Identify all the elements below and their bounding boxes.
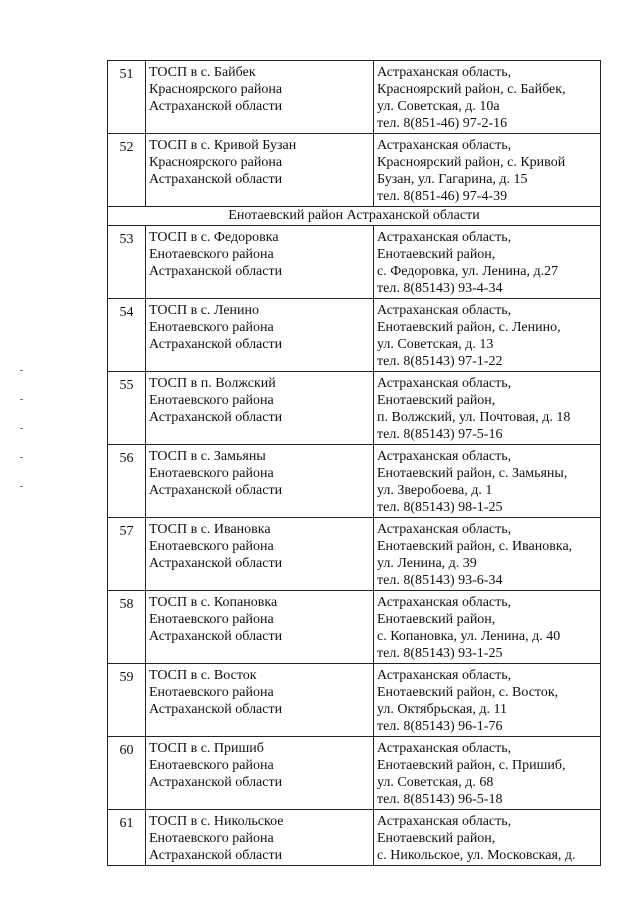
scan-mark (20, 370, 23, 371)
office-name-cell (146, 518, 374, 591)
address-line: ул. Зверобоева, д. 1 (377, 483, 493, 498)
address-line: тел. 8(85143) 93-6-34 (377, 573, 503, 588)
table-row (108, 445, 601, 518)
office-name-line: Енотаевского района (149, 247, 274, 262)
address-line: Астраханская область, (377, 138, 512, 153)
address-line: тел. 8(851-46) 97-4-39 (377, 189, 508, 204)
row-number: 58 (108, 591, 146, 664)
address-line: Енотаевский район, с. Ивановка, (377, 539, 573, 554)
office-name-line: Енотаевского района (149, 831, 274, 846)
section-title: Енотаевский район Астраханской области (108, 207, 601, 226)
address-line: Енотаевский район, с. Пришиб, (377, 758, 566, 773)
row-number: 60 (108, 737, 146, 810)
office-name-line: Астраханской области (149, 99, 283, 114)
office-list-body (108, 61, 601, 866)
office-name-line: Енотаевского района (149, 685, 274, 700)
address-line: Астраханская область, (377, 376, 512, 391)
office-name-line: ТОСП в с. Байбек (149, 65, 256, 80)
office-name-line: Астраханской области (149, 410, 283, 425)
office-name-cell (146, 737, 374, 810)
office-address-cell (374, 591, 601, 664)
office-list-table (107, 60, 601, 866)
office-address-cell (374, 226, 601, 299)
address-line: Астраханская область, (377, 303, 512, 318)
office-name-line: Енотаевского района (149, 539, 274, 554)
address-line: тел. 8(851-46) 97-2-16 (377, 116, 508, 131)
address-line: тел. 8(85143) 97-1-22 (377, 354, 503, 369)
office-address-cell (374, 299, 601, 372)
address-line: Астраханская область, (377, 814, 512, 829)
address-line: ул. Октябрьская, д. 11 (377, 702, 508, 717)
address-line: с. Никольское, ул. Московская, д. (377, 848, 576, 863)
address-line: п. Волжский, ул. Почтовая, д. 18 (377, 410, 571, 425)
address-line: Астраханская область, (377, 65, 512, 80)
address-line: тел. 8(85143) 96-1-76 (377, 719, 503, 734)
address-line: Астраханская область, (377, 741, 512, 756)
address-line: Енотаевский район, с. Замьяны, (377, 466, 568, 481)
row-number: 56 (108, 445, 146, 518)
office-name-line: ТОСП в с. Федоровка (149, 230, 279, 245)
office-name-line: Астраханской области (149, 775, 283, 790)
row-number: 55 (108, 372, 146, 445)
row-number: 57 (108, 518, 146, 591)
address-line: Красноярский район, с. Байбек, (377, 82, 566, 97)
address-line: с. Копановка, ул. Ленина, д. 40 (377, 629, 561, 644)
office-name-line: Астраханской области (149, 264, 283, 279)
table-row (108, 61, 601, 134)
address-line: тел. 8(85143) 93-4-34 (377, 281, 503, 296)
scan-mark (20, 399, 23, 400)
office-name-cell (146, 226, 374, 299)
office-name-line: Астраханской области (149, 337, 283, 352)
address-line: Бузан, ул. Гагарина, д. 15 (377, 172, 528, 187)
office-name-line: Енотаевского района (149, 758, 274, 773)
address-line: Астраханская область, (377, 449, 512, 464)
row-number: 52 (108, 134, 146, 207)
office-address-cell (374, 810, 601, 866)
office-name-line: ТОСП в с. Замьяны (149, 449, 266, 464)
scan-mark (20, 428, 23, 429)
row-number: 59 (108, 664, 146, 737)
office-address-cell (374, 61, 601, 134)
address-line: Енотаевский район, (377, 393, 496, 408)
office-name-line: Красноярского района (149, 82, 283, 97)
address-line: Енотаевский район, (377, 831, 496, 846)
table-row (108, 664, 601, 737)
address-line: с. Федоровка, ул. Ленина, д.27 (377, 264, 559, 279)
office-name-line: Астраханской области (149, 629, 283, 644)
office-name-line: ТОСП в п. Волжский (149, 376, 276, 391)
office-name-line: ТОСП в с. Копановка (149, 595, 278, 610)
office-name-line: Астраханской области (149, 556, 283, 571)
address-line: ул. Советская, д. 10а (377, 99, 500, 114)
office-name-cell (146, 61, 374, 134)
table-row (108, 226, 601, 299)
address-line: Енотаевский район, (377, 247, 496, 262)
address-line: Енотаевский район, с. Ленино, (377, 320, 561, 335)
office-name-line: Астраханской области (149, 702, 283, 717)
office-address-cell (374, 445, 601, 518)
office-address-cell (374, 518, 601, 591)
address-line: ул. Советская, д. 68 (377, 775, 494, 790)
office-name-line: Енотаевского района (149, 393, 274, 408)
office-name-line: Астраханской области (149, 483, 283, 498)
office-name-line: Енотаевского района (149, 320, 274, 335)
office-address-cell (374, 737, 601, 810)
office-name-cell (146, 445, 374, 518)
address-line: Астраханская область, (377, 668, 512, 683)
scan-mark (20, 457, 23, 458)
address-line: Астраханская область, (377, 595, 512, 610)
office-name-cell (146, 591, 374, 664)
address-line: Астраханская область, (377, 522, 512, 537)
address-line: Астраханская область, (377, 230, 512, 245)
office-name-cell (146, 299, 374, 372)
address-line: тел. 8(85143) 97-5-16 (377, 427, 503, 442)
office-name-line: Енотаевского района (149, 612, 274, 627)
office-address-cell (374, 134, 601, 207)
office-address-cell (374, 664, 601, 737)
address-line: тел. 8(85143) 93-1-25 (377, 646, 503, 661)
address-line: тел. 8(85143) 98-1-25 (377, 500, 503, 515)
office-name-line: ТОСП в с. Ленино (149, 303, 260, 318)
row-number: 54 (108, 299, 146, 372)
address-line: тел. 8(85143) 96-5-18 (377, 792, 503, 807)
row-number: 53 (108, 226, 146, 299)
office-name-cell (146, 134, 374, 207)
table-row (108, 299, 601, 372)
table-row (108, 372, 601, 445)
office-name-line: ТОСП в с. Пришиб (149, 741, 264, 756)
office-name-line: ТОСП в с. Никольское (149, 814, 284, 829)
address-line: Енотаевский район, (377, 612, 496, 627)
office-name-line: Астраханской области (149, 172, 283, 187)
table-row (108, 134, 601, 207)
office-name-line: Красноярского района (149, 155, 283, 170)
scan-mark (20, 486, 23, 487)
address-line: ул. Советская, д. 13 (377, 337, 494, 352)
office-name-line: Енотаевского района (149, 466, 274, 481)
office-name-line: ТОСП в с. Восток (149, 668, 257, 683)
address-line: Красноярский район, с. Кривой (377, 155, 566, 170)
office-name-cell (146, 810, 374, 866)
row-number: 61 (108, 810, 146, 866)
table-row (108, 518, 601, 591)
office-address-cell (374, 372, 601, 445)
office-name-line: ТОСП в с. Ивановка (149, 522, 271, 537)
office-name-line: Астраханской области (149, 848, 283, 863)
office-name-cell (146, 664, 374, 737)
table-row (108, 810, 601, 866)
address-line: Енотаевский район, с. Восток, (377, 685, 559, 700)
table-row (108, 591, 601, 664)
office-name-line: ТОСП в с. Кривой Бузан (149, 138, 297, 153)
section-header-row (108, 207, 601, 226)
office-name-cell (146, 372, 374, 445)
row-number: 51 (108, 61, 146, 134)
scan-margin-marks (20, 370, 26, 515)
address-line: ул. Ленина, д. 39 (377, 556, 477, 571)
table-row (108, 737, 601, 810)
